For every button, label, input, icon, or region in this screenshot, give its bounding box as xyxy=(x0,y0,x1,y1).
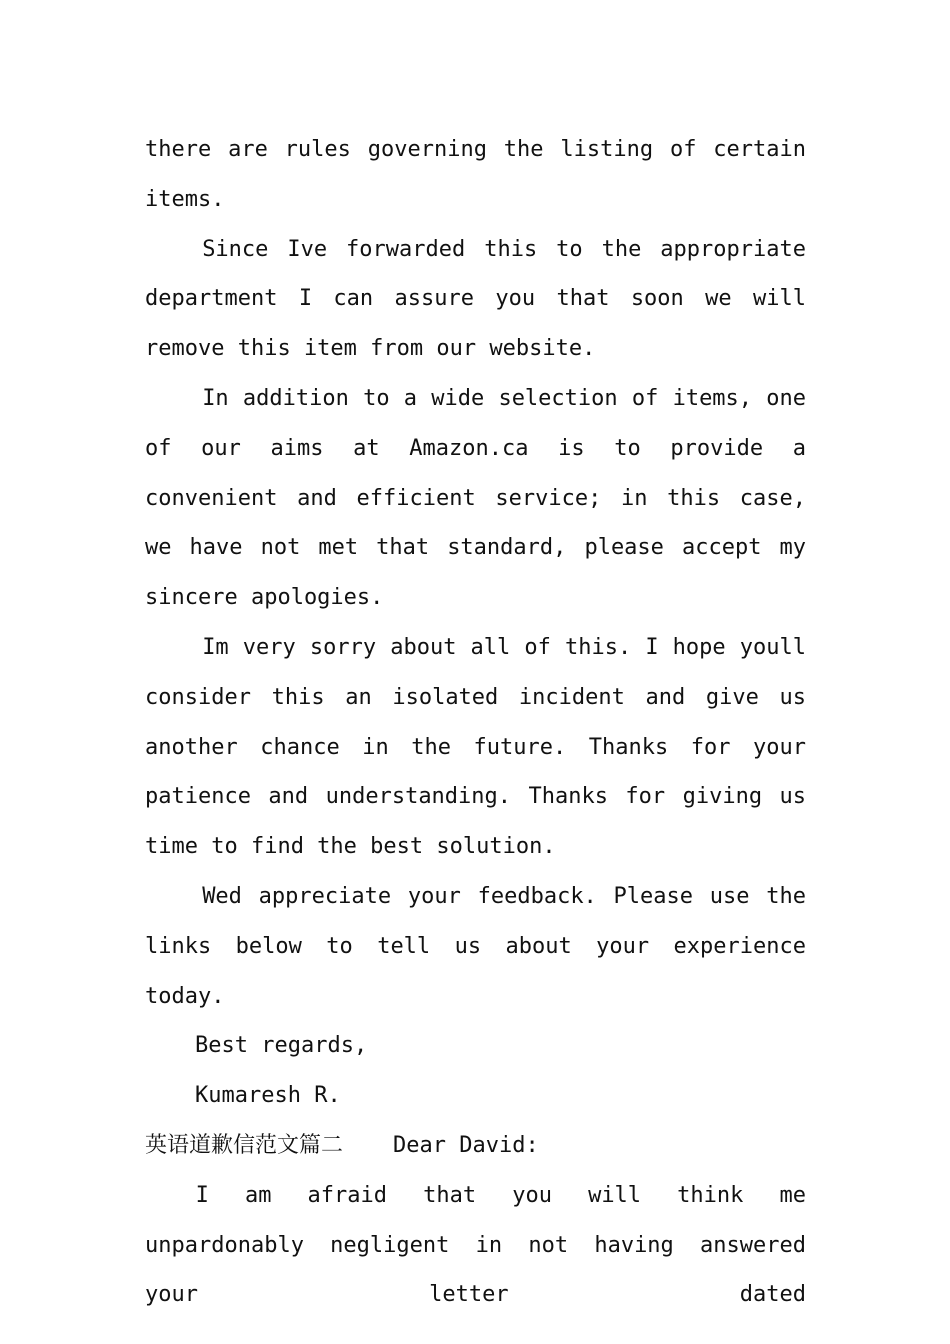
paragraph-feedback: Wed appreciate your feedback. Please use the links below to tell us about your experience today. xyxy=(145,883,806,1009)
signature-line: Kumaresh R. xyxy=(195,1083,341,1109)
paragraph-apology: In addition to a wide selection of items, one of our aims at Amazon.ca is to provide a convenient and efficient service; in this case, we have not met that standard, please accept my sincere apologies. xyxy=(145,385,806,611)
section-heading-line xyxy=(145,1121,806,1171)
paragraph-forwarded: Since Ive forwarded this to the appropriate department I can assure you that soon we will remove this item from our website. xyxy=(145,236,806,362)
document-body xyxy=(145,125,806,1320)
paragraph-continuation: there are rules governing the listing of certain items. xyxy=(145,137,806,212)
paragraph-final: I am afraid that you will think me unpardonably negligent in not having answered your letter dated xyxy=(145,1182,806,1308)
salutation: Dear David: xyxy=(393,1132,539,1158)
section-heading: 英语道歉信范文篇二 xyxy=(145,1132,344,1158)
paragraph-sorry: Im very sorry about all of this. I hope youll consider this an isolated incident and give us another chance in the future. Thanks for your patience and understanding. Thanks for giving us time to find the best solution. xyxy=(145,634,806,860)
closing-line: Best regards, xyxy=(195,1033,368,1059)
